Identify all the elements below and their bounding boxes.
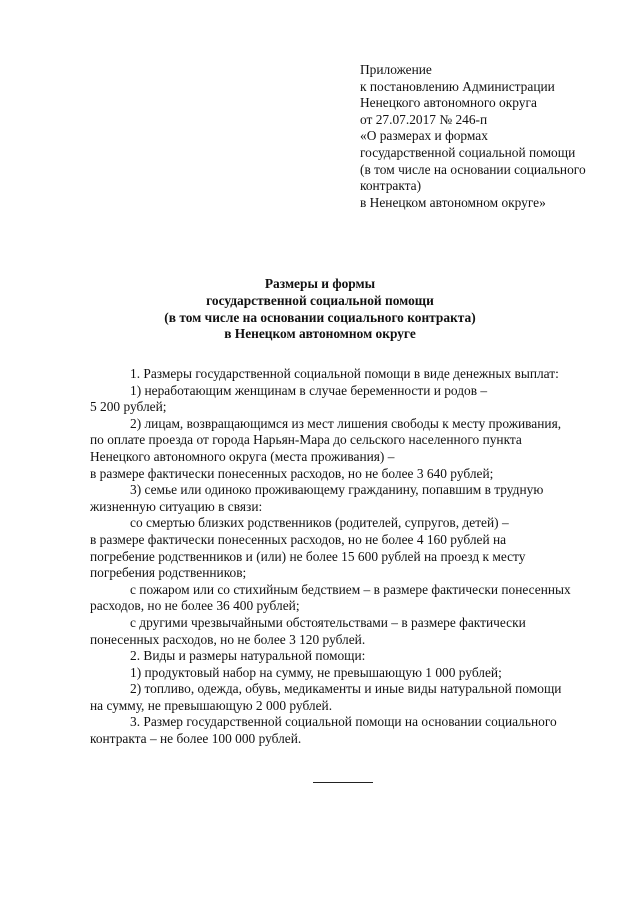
body-line: в размере фактически понесенных расходов, но не более 4 160 рублей на: [90, 531, 507, 547]
body-line: расходов, но не более 36 400 рублей;: [90, 598, 300, 614]
body-line: со смертью близких родственников (родителей, супругов, детей) –: [130, 515, 509, 531]
body-line: на сумму, не превышающую 2 000 рублей.: [90, 697, 333, 713]
body-line: 3) семье или одиноко проживающему гражданину, попавшим в трудную: [130, 482, 544, 498]
closing-separator-line: [313, 782, 373, 783]
body-line: Ненецкого автономного округа (места проживания) –: [90, 448, 395, 464]
body-line: 2) лицам, возвращающимся из мест лишения свободы к месту проживания,: [130, 415, 562, 431]
body-line: 5 200 рублей;: [90, 399, 167, 415]
body-line: 1. Размеры государственной социальной помощи в виде денежных выплат:: [130, 366, 559, 381]
body-line: контракта – не более 100 000 рублей.: [90, 731, 302, 747]
body-line: 3. Размер государственной социальной помощи на основании социального: [130, 714, 557, 730]
body-line: 2. Виды и размеры натуральной помощи:: [130, 648, 366, 664]
appendix-line: «О размерах и формах: [360, 128, 488, 144]
title-line: Размеры и формы: [264, 276, 376, 291]
title-line: в Ненецком автономном округе: [224, 326, 416, 342]
body-line: с другими чрезвычайными обстоятельствами – в размере фактически: [130, 614, 526, 630]
appendix-block: [360, 62, 586, 211]
body-line: понесенных расходов, но не более 3 120 рублей.: [90, 631, 366, 647]
body-line: погребения родственников;: [90, 565, 247, 581]
body-line: 1) продуктовый набор на сумму, не превышающую 1 000 рублей;: [130, 664, 502, 680]
document-body: [90, 366, 598, 748]
document-title: [0, 276, 640, 343]
body-line: в размере фактически понесенных расходов, но не более 3 640 рублей;: [90, 465, 494, 481]
appendix-line: в Ненецком автономном округе»: [360, 194, 546, 210]
title-line: (в том числе на основании социального контракта): [164, 309, 476, 325]
appendix-line: Приложение: [360, 62, 432, 77]
appendix-line: государственной социальной помощи: [360, 144, 576, 160]
appendix-line: (в том числе на основании социального: [360, 161, 586, 177]
body-line: жизненную ситуацию в связи:: [90, 498, 263, 514]
appendix-line: к постановлению Администрации: [360, 78, 555, 94]
body-line: погребение родственников и (или) не более 15 600 рублей на проезд к месту: [90, 548, 526, 564]
title-line: государственной социальной помощи: [206, 292, 434, 308]
body-line: с пожаром или со стихийным бедствием – в размере фактически понесенных: [130, 581, 571, 597]
body-line: 2) топливо, одежда, обувь, медикаменты и иные виды натуральной помощи: [130, 681, 562, 697]
appendix-line: от 27.07.2017 № 246-п: [360, 111, 488, 127]
body-line: по оплате проезда от города Нарьян-Мара до сельского населенного пункта: [90, 432, 522, 448]
appendix-line: Ненецкого автономного округа: [360, 95, 537, 111]
body-line: 1) неработающим женщинам в случае беременности и родов –: [130, 382, 488, 398]
appendix-line: контракта): [360, 178, 422, 194]
